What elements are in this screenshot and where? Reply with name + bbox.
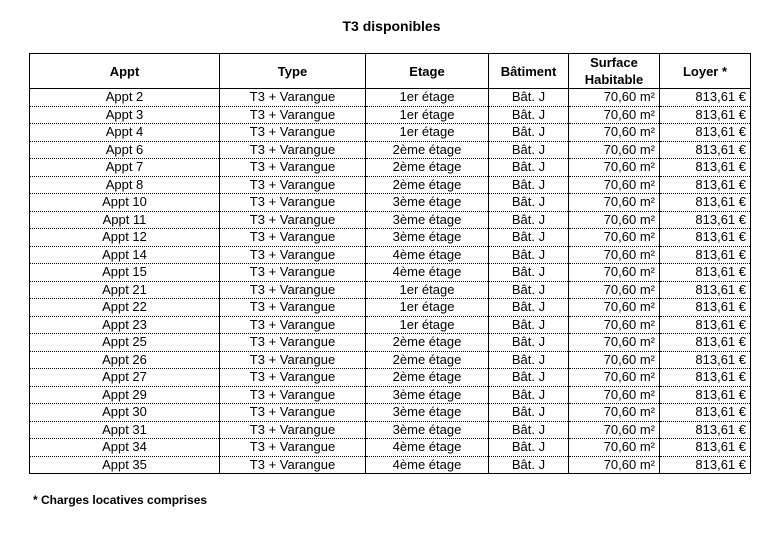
surface-cell: 70,60 m² xyxy=(569,89,660,107)
type-cell: T3 + Varangue xyxy=(220,194,366,212)
appt-cell: Appt 7 xyxy=(30,159,220,177)
surface-cell: 70,60 m² xyxy=(569,124,660,142)
appt-cell: Appt 22 xyxy=(30,299,220,317)
type-cell: T3 + Varangue xyxy=(220,159,366,177)
batiment-cell: Bât. J xyxy=(489,141,569,159)
type-cell: T3 + Varangue xyxy=(220,316,366,334)
batiment-cell: Bât. J xyxy=(489,386,569,404)
batiment-cell: Bât. J xyxy=(489,369,569,387)
table-row xyxy=(30,421,751,439)
table-row xyxy=(30,89,751,107)
table-row xyxy=(30,334,751,352)
appt-cell: Appt 2 xyxy=(30,89,220,107)
loyer-cell: 813,61 € xyxy=(660,211,751,229)
etage-cell: 2ème étage xyxy=(366,334,489,352)
header-etage: Etage xyxy=(366,54,489,89)
surface-cell: 70,60 m² xyxy=(569,281,660,299)
batiment-cell: Bât. J xyxy=(489,456,569,474)
etage-cell: 2ème étage xyxy=(366,369,489,387)
appt-cell: Appt 27 xyxy=(30,369,220,387)
type-cell: T3 + Varangue xyxy=(220,281,366,299)
table-body xyxy=(30,89,751,474)
etage-cell: 1er étage xyxy=(366,316,489,334)
table-row xyxy=(30,211,751,229)
table-row xyxy=(30,351,751,369)
etage-cell: 3ème étage xyxy=(366,229,489,247)
etage-cell: 3ème étage xyxy=(366,421,489,439)
etage-cell: 1er étage xyxy=(366,106,489,124)
table-row xyxy=(30,106,751,124)
etage-cell: 4ème étage xyxy=(366,439,489,457)
table-row xyxy=(30,404,751,422)
etage-cell: 3ème étage xyxy=(366,194,489,212)
batiment-cell: Bât. J xyxy=(489,211,569,229)
table-row xyxy=(30,229,751,247)
loyer-cell: 813,61 € xyxy=(660,439,751,457)
appt-cell: Appt 14 xyxy=(30,246,220,264)
header-surface-line1: Surface xyxy=(590,55,638,70)
surface-cell: 70,60 m² xyxy=(569,211,660,229)
table-row xyxy=(30,299,751,317)
type-cell: T3 + Varangue xyxy=(220,386,366,404)
type-cell: T3 + Varangue xyxy=(220,421,366,439)
batiment-cell: Bât. J xyxy=(489,299,569,317)
batiment-cell: Bât. J xyxy=(489,334,569,352)
batiment-cell: Bât. J xyxy=(489,194,569,212)
loyer-cell: 813,61 € xyxy=(660,106,751,124)
surface-cell: 70,60 m² xyxy=(569,141,660,159)
surface-cell: 70,60 m² xyxy=(569,334,660,352)
surface-cell: 70,60 m² xyxy=(569,176,660,194)
type-cell: T3 + Varangue xyxy=(220,106,366,124)
surface-cell: 70,60 m² xyxy=(569,316,660,334)
batiment-cell: Bât. J xyxy=(489,246,569,264)
header-type: Type xyxy=(220,54,366,89)
table-row xyxy=(30,369,751,387)
appt-cell: Appt 6 xyxy=(30,141,220,159)
batiment-cell: Bât. J xyxy=(489,176,569,194)
loyer-cell: 813,61 € xyxy=(660,246,751,264)
loyer-cell: 813,61 € xyxy=(660,421,751,439)
surface-cell: 70,60 m² xyxy=(569,264,660,282)
surface-cell: 70,60 m² xyxy=(569,246,660,264)
header-appt: Appt xyxy=(30,54,220,89)
type-cell: T3 + Varangue xyxy=(220,211,366,229)
loyer-cell: 813,61 € xyxy=(660,159,751,177)
type-cell: T3 + Varangue xyxy=(220,456,366,474)
appt-cell: Appt 3 xyxy=(30,106,220,124)
loyer-cell: 813,61 € xyxy=(660,404,751,422)
appt-cell: Appt 10 xyxy=(30,194,220,212)
table-row xyxy=(30,264,751,282)
appt-cell: Appt 29 xyxy=(30,386,220,404)
appt-cell: Appt 26 xyxy=(30,351,220,369)
table-header-row xyxy=(30,54,751,89)
table-row xyxy=(30,159,751,177)
appt-cell: Appt 21 xyxy=(30,281,220,299)
type-cell: T3 + Varangue xyxy=(220,176,366,194)
surface-cell: 70,60 m² xyxy=(569,106,660,124)
batiment-cell: Bât. J xyxy=(489,351,569,369)
batiment-cell: Bât. J xyxy=(489,316,569,334)
etage-cell: 2ème étage xyxy=(366,351,489,369)
type-cell: T3 + Varangue xyxy=(220,89,366,107)
type-cell: T3 + Varangue xyxy=(220,439,366,457)
appt-cell: Appt 30 xyxy=(30,404,220,422)
type-cell: T3 + Varangue xyxy=(220,124,366,142)
etage-cell: 4ème étage xyxy=(366,246,489,264)
page-title: T3 disponibles xyxy=(342,18,441,34)
loyer-cell: 813,61 € xyxy=(660,456,751,474)
type-cell: T3 + Varangue xyxy=(220,369,366,387)
batiment-cell: Bât. J xyxy=(489,281,569,299)
etage-cell: 1er étage xyxy=(366,281,489,299)
table-row xyxy=(30,456,751,474)
etage-cell: 1er étage xyxy=(366,299,489,317)
loyer-cell: 813,61 € xyxy=(660,264,751,282)
type-cell: T3 + Varangue xyxy=(220,351,366,369)
appt-cell: Appt 12 xyxy=(30,229,220,247)
surface-cell: 70,60 m² xyxy=(569,456,660,474)
etage-cell: 1er étage xyxy=(366,89,489,107)
loyer-cell: 813,61 € xyxy=(660,351,751,369)
appt-cell: Appt 25 xyxy=(30,334,220,352)
surface-cell: 70,60 m² xyxy=(569,421,660,439)
table-row xyxy=(30,124,751,142)
appt-cell: Appt 8 xyxy=(30,176,220,194)
apartments-table xyxy=(29,53,751,474)
table-row xyxy=(30,176,751,194)
type-cell: T3 + Varangue xyxy=(220,246,366,264)
batiment-cell: Bât. J xyxy=(489,124,569,142)
surface-cell: 70,60 m² xyxy=(569,439,660,457)
batiment-cell: Bât. J xyxy=(489,89,569,107)
etage-cell: 2ème étage xyxy=(366,141,489,159)
header-surface-line2: Habitable xyxy=(584,72,644,87)
loyer-cell: 813,61 € xyxy=(660,334,751,352)
batiment-cell: Bât. J xyxy=(489,229,569,247)
loyer-cell: 813,61 € xyxy=(660,89,751,107)
appt-cell: Appt 31 xyxy=(30,421,220,439)
surface-cell: 70,60 m² xyxy=(569,351,660,369)
loyer-cell: 813,61 € xyxy=(660,281,751,299)
etage-cell: 3ème étage xyxy=(366,404,489,422)
loyer-cell: 813,61 € xyxy=(660,229,751,247)
batiment-cell: Bât. J xyxy=(489,264,569,282)
etage-cell: 4ème étage xyxy=(366,264,489,282)
type-cell: T3 + Varangue xyxy=(220,334,366,352)
loyer-cell: 813,61 € xyxy=(660,124,751,142)
surface-cell: 70,60 m² xyxy=(569,229,660,247)
table-row xyxy=(30,316,751,334)
table-row xyxy=(30,246,751,264)
etage-cell: 1er étage xyxy=(366,124,489,142)
etage-cell: 3ème étage xyxy=(366,211,489,229)
type-cell: T3 + Varangue xyxy=(220,229,366,247)
type-cell: T3 + Varangue xyxy=(220,141,366,159)
appt-cell: Appt 23 xyxy=(30,316,220,334)
type-cell: T3 + Varangue xyxy=(220,264,366,282)
batiment-cell: Bât. J xyxy=(489,421,569,439)
batiment-cell: Bât. J xyxy=(489,106,569,124)
table-row xyxy=(30,386,751,404)
table-row xyxy=(30,194,751,212)
surface-cell: 70,60 m² xyxy=(569,159,660,177)
surface-cell: 70,60 m² xyxy=(569,386,660,404)
appt-cell: Appt 34 xyxy=(30,439,220,457)
etage-cell: 2ème étage xyxy=(366,159,489,177)
surface-cell: 70,60 m² xyxy=(569,194,660,212)
type-cell: T3 + Varangue xyxy=(220,404,366,422)
appt-cell: Appt 15 xyxy=(30,264,220,282)
table-row xyxy=(30,281,751,299)
loyer-cell: 813,61 € xyxy=(660,176,751,194)
table-row xyxy=(30,439,751,457)
etage-cell: 3ème étage xyxy=(366,386,489,404)
batiment-cell: Bât. J xyxy=(489,439,569,457)
table-row xyxy=(30,141,751,159)
appt-cell: Appt 35 xyxy=(30,456,220,474)
loyer-cell: 813,61 € xyxy=(660,299,751,317)
loyer-cell: 813,61 € xyxy=(660,316,751,334)
etage-cell: 2ème étage xyxy=(366,176,489,194)
loyer-cell: 813,61 € xyxy=(660,369,751,387)
header-batiment: Bâtiment xyxy=(489,54,569,89)
footnote: * Charges locatives comprises xyxy=(33,493,208,507)
header-loyer: Loyer * xyxy=(660,54,751,89)
loyer-cell: 813,61 € xyxy=(660,386,751,404)
header-surface xyxy=(569,54,660,89)
surface-cell: 70,60 m² xyxy=(569,299,660,317)
surface-cell: 70,60 m² xyxy=(569,404,660,422)
etage-cell: 4ème étage xyxy=(366,456,489,474)
batiment-cell: Bât. J xyxy=(489,159,569,177)
type-cell: T3 + Varangue xyxy=(220,299,366,317)
loyer-cell: 813,61 € xyxy=(660,141,751,159)
surface-cell: 70,60 m² xyxy=(569,369,660,387)
appt-cell: Appt 4 xyxy=(30,124,220,142)
loyer-cell: 813,61 € xyxy=(660,194,751,212)
batiment-cell: Bât. J xyxy=(489,404,569,422)
appt-cell: Appt 11 xyxy=(30,211,220,229)
